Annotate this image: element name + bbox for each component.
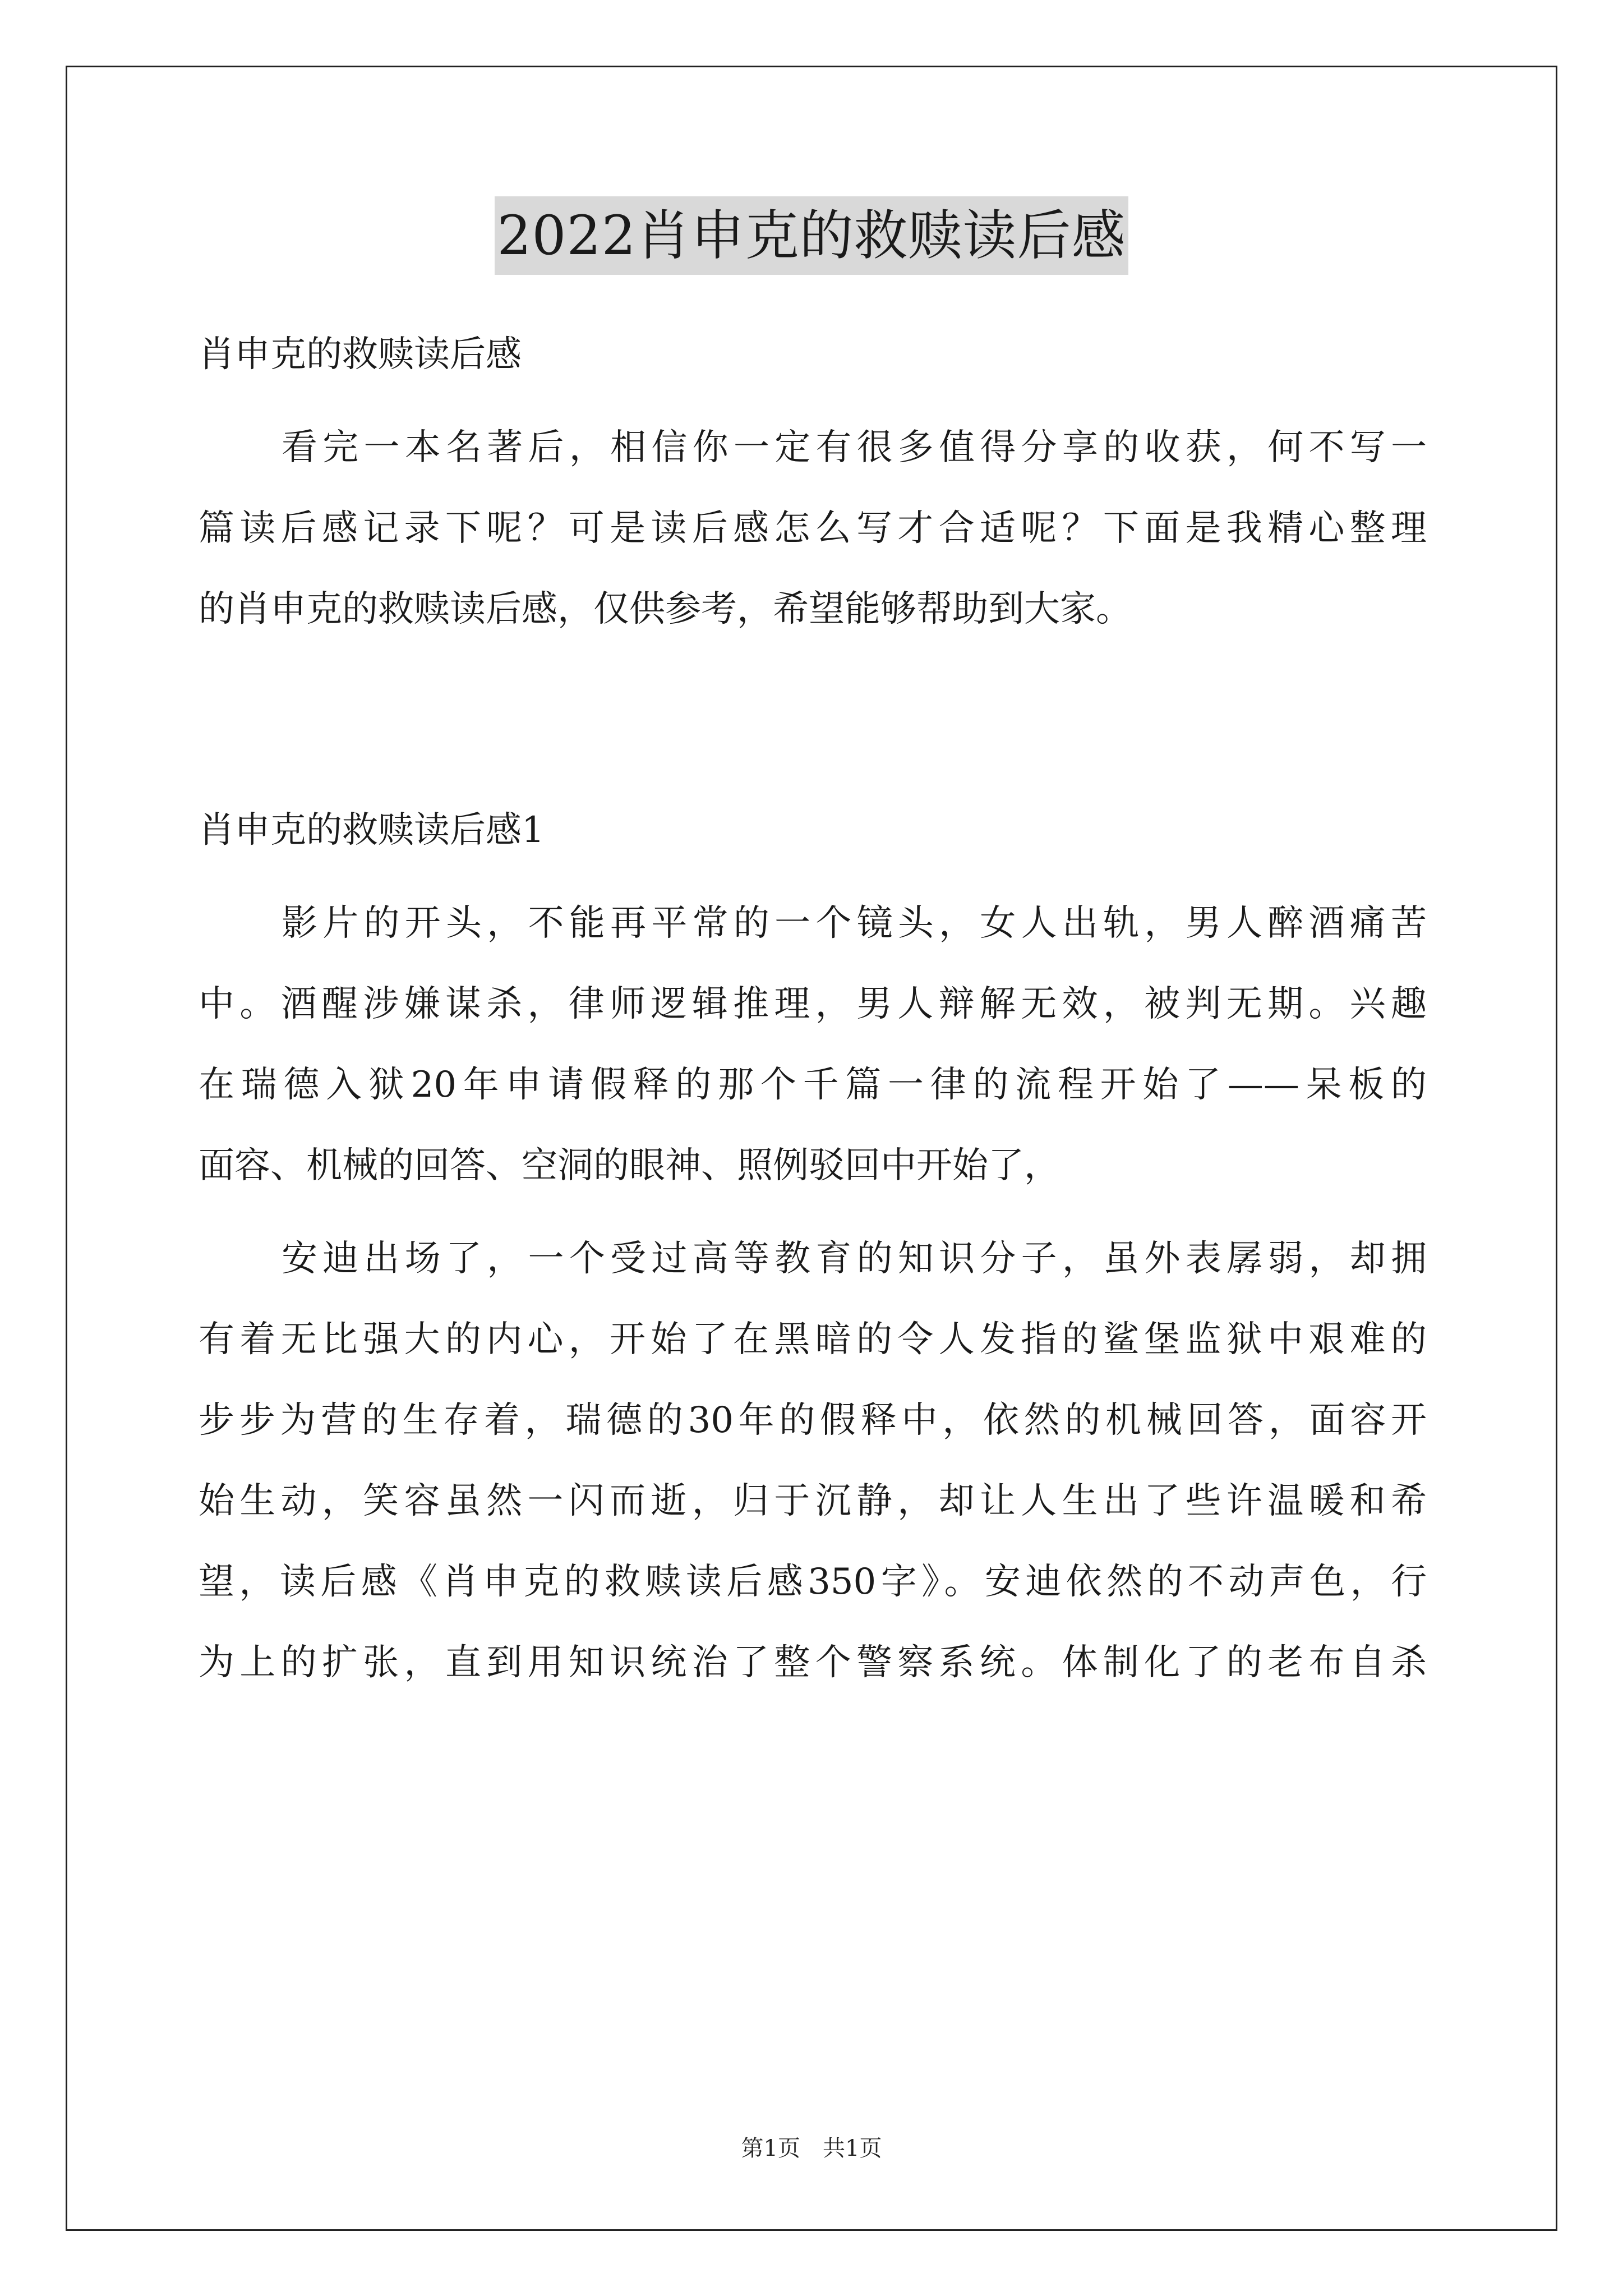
- intro-line: 篇读后感记录下呢？可是读后感怎么写才合适呢？下面是我精心整理: [199, 508, 1427, 549]
- document-body: [199, 314, 1427, 1703]
- paragraph1-line: 中。酒醒涉嫌谋杀，律师逻辑推理，男人辩解无效，被判无期。兴趣: [199, 983, 1427, 1025]
- paragraph1-line: 影片的开头，不能再平常的一个镜头，女人出轨，男人醉酒痛苦: [282, 903, 1427, 944]
- intro-line: 的肖申克的救赎读后感，仅供参考，希望能够帮助到大家。: [199, 588, 1132, 630]
- page-number-label: 第1页 共1页: [741, 2136, 882, 2161]
- paragraph2-line: 为上的扩张，直到用知识统治了整个警察系统。体制化了的老布自杀: [199, 1642, 1427, 1683]
- intro-line: 看完一本名著后，相信你一定有很多值得分享的收获，何不写一: [282, 427, 1427, 468]
- paragraph2-line: 步步为营的生存着，瑞德的30年的假释中，依然的机械回答，面容开: [199, 1400, 1427, 1441]
- paragraph1-line: 在瑞德入狱20年申请假释的那个千篇一律的流程开始了——呆板的: [199, 1064, 1427, 1106]
- subtitle: 肖申克的救赎读后感: [199, 334, 522, 375]
- paragraph2-line: 始生动，笑容虽然一闪而逝，归于沉静，却让人生出了些许温暖和希: [199, 1480, 1427, 1522]
- document-title: 2022肖申克的救赎读后感: [495, 196, 1128, 275]
- title-block: [0, 196, 1623, 275]
- paragraph1-line: 面容、机械的回答、空洞的眼神、照例驳回中开始了，: [199, 1145, 1060, 1186]
- page-footer: [0, 2132, 1623, 2165]
- section-heading: 肖申克的救赎读后感1: [199, 809, 545, 851]
- paragraph2-line: 安迪出场了，一个受过高等教育的知识分子，虽外表孱弱，却拥: [282, 1238, 1427, 1280]
- paragraph2-line: 望，读后感《肖申克的救赎读后感350字》。安迪依然的不动声色，行: [199, 1561, 1427, 1603]
- paragraph2-line: 有着无比强大的内心，开始了在黑暗的令人发指的鲨堡监狱中艰难的: [199, 1319, 1427, 1360]
